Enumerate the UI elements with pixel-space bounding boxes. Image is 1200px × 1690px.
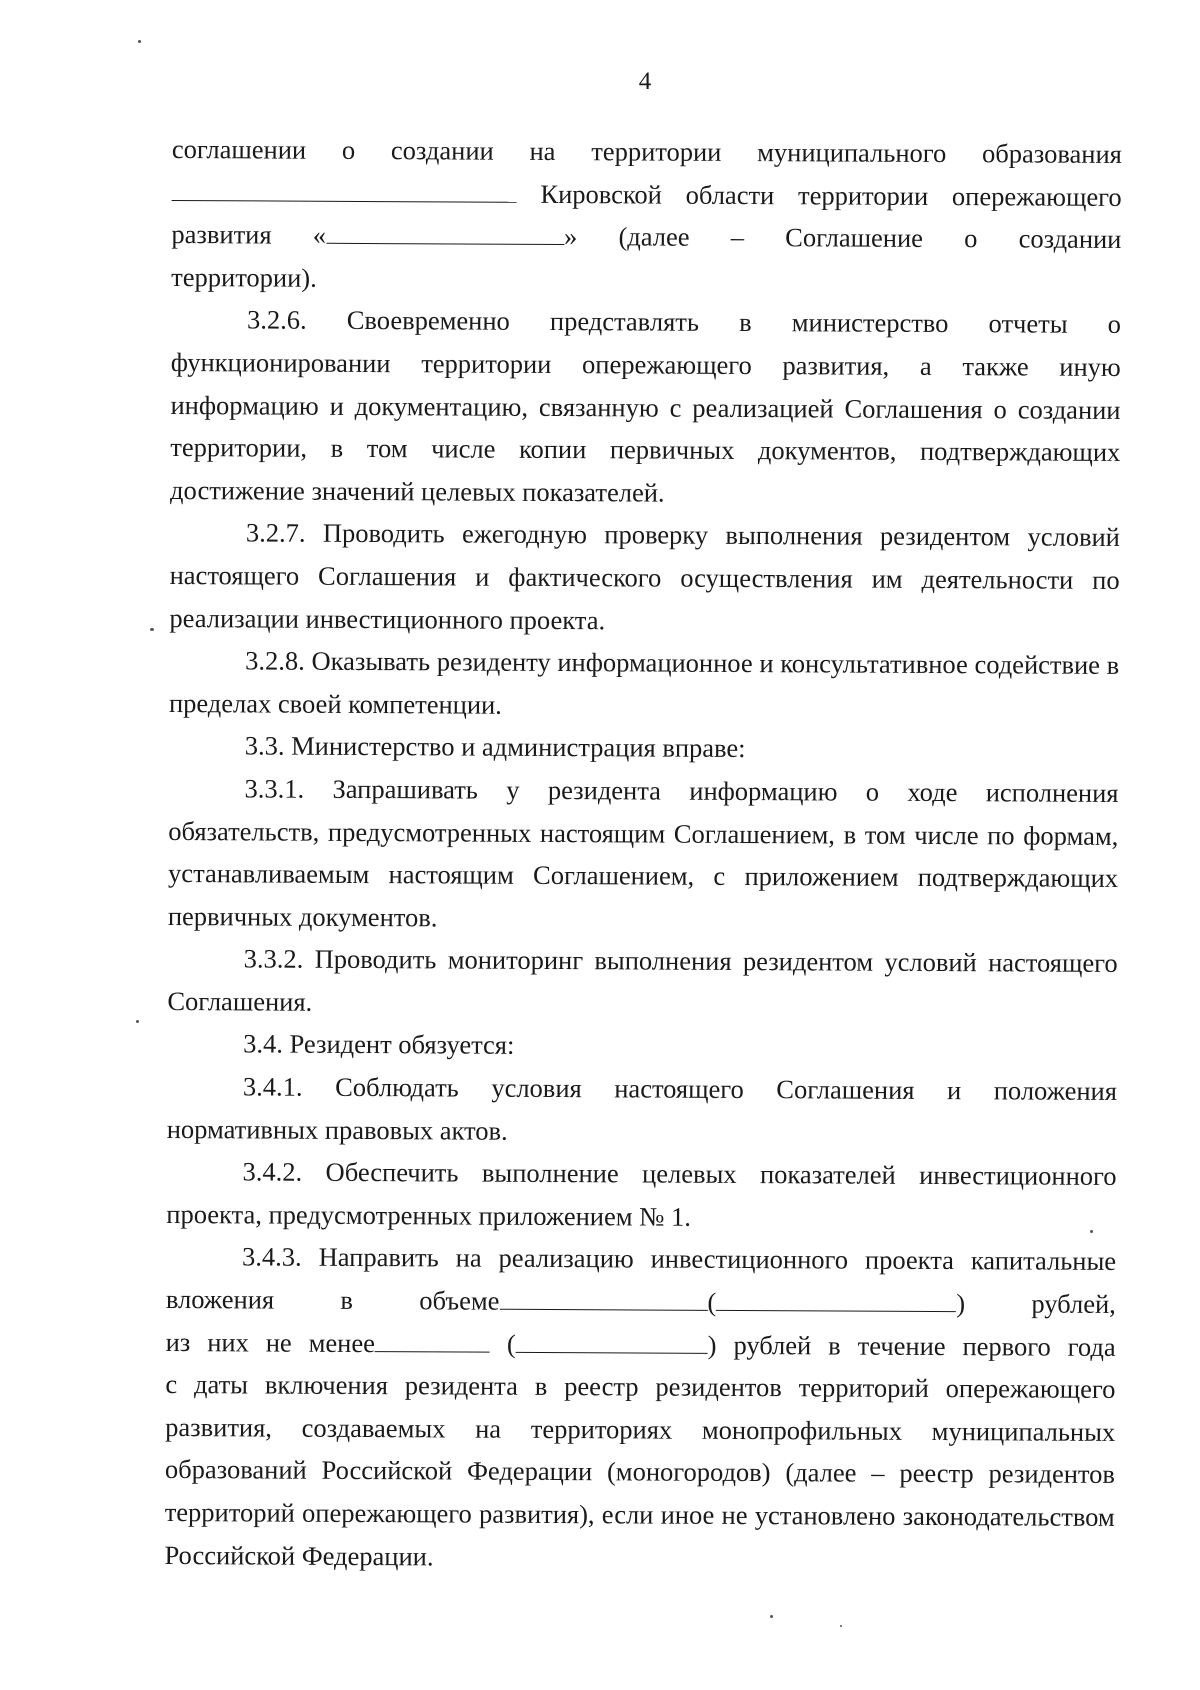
text-line: вложения в объеме ( ) рублей,: [165, 1284, 1116, 1319]
clause-3-2-6: 3.2.6. Своевременно представлять в министерство отчеты о функционировании территории опережающего развития, а также иную информацию и документацию, связанную с реализацией Соглашения о создании территории, в том числе копии первичных документов, подтверждающих достижение значений целевых показателей.: [170, 304, 1122, 508]
text-lines: с даты включения резидента в реестр резидентов территорий опережающего развития, создаваемых на территориях монопрофильных муниципальных образований Российской Федерации (моногородов) (далее – реестр резидентов территорий опережающего развития), если иное не установлено законодательством Российской Федерации.: [164, 1369, 1116, 1571]
clause-3-3-2: 3.3.2. Проводить мониторинг выполнения резидентом условий настоящего Соглашения.: [167, 943, 1118, 1017]
text-line: 3.4.3. Направить на реализацию инвестиционного проекта капитальные: [242, 1241, 1117, 1277]
clause-3-4-1: 3.4.1. Соблюдать условия настоящего Соглашения и положения нормативных правовых актов.: [166, 1071, 1118, 1146]
paragraph-continuation: [171, 128, 1122, 303]
blank-field-municipality: [172, 174, 517, 203]
blank-field-min-amount: [375, 1325, 490, 1353]
text-line: развития « » (далее – Соглашение о создании: [171, 213, 1121, 261]
blank-field-amount-words: [716, 1284, 956, 1312]
clause-3-2-7: 3.2.7. Проводить ежегодную проверку выполнения резидентом условий настоящего Соглашения и фактического осуществления им деятельности по реализации инвестиционного проекта.: [169, 517, 1120, 635]
clause-3-2-8: 3.2.8. Оказывать резиденту информационное и консультативное содействие в пределах своей компетенции.: [168, 645, 1120, 720]
text-line: из них не менее ( ) рублей в течение первого года: [165, 1326, 1116, 1362]
clause-3-4: 3.4. Резидент обязуется:: [243, 1028, 515, 1061]
text-line: Кировской области территории опережающего: [172, 171, 1122, 219]
clause-3-3-1: 3.3.1. Запрашивать у резидента информацию о ходе исполнения обязательств, предусмотренных настоящим Соглашением, в том числе по формам, устанавливаемым настоящим Соглашением, с приложением подтверждающих первичных документов.: [167, 773, 1119, 933]
scan-speck: [840, 1625, 842, 1627]
clause-3-3: 3.3. Министерство и администрация вправе:: [244, 730, 746, 764]
text-line: соглашении о создании на территории муниципального образования: [171, 133, 1122, 169]
blank-field-territory-name: [326, 217, 564, 245]
document-body: [164, 128, 1122, 1581]
scan-speck: [770, 1615, 773, 1618]
scan-speck: [150, 628, 154, 631]
clause-3-4-3: [164, 1235, 1116, 1581]
blank-field-min-amount-words: [516, 1325, 708, 1353]
scan-speck: [136, 1020, 139, 1023]
blank-field-amount: [499, 1283, 707, 1311]
page-number: 4: [638, 68, 652, 95]
scan-speck: [138, 40, 141, 43]
text-line: территории).: [171, 261, 317, 293]
clause-3-4-2: 3.4.2. Обеспечить выполнение целевых показателей инвестиционного проекта, предусмотренных приложением № 1.: [166, 1156, 1117, 1232]
scan-speck: [1090, 1230, 1093, 1233]
